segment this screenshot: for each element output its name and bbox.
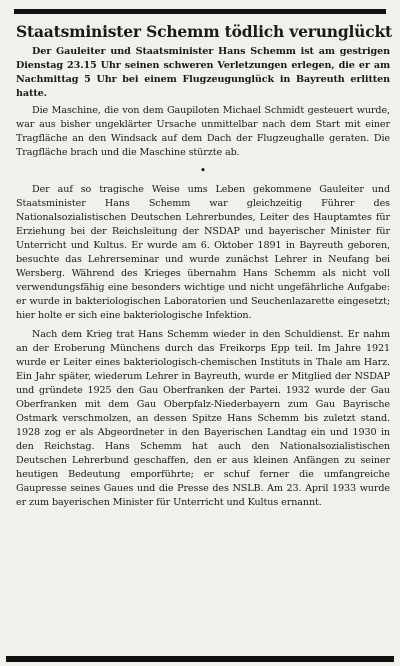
top-rule [14,9,386,14]
article-paragraph: Nach dem Krieg trat Hans Schemm wieder in den Schuldienst. Er nahm an der Eroberung Münchens durch das Freikorps Epp teil. Im Jahre 1921 wurde er Leiter eines bakteriologisch-chemischen Instituts in Thale am Harz. Ein Jahr später, wiederum Lehrer in Bayreuth, wurde er Mitglied der NSDAP und gründete 1925 den Gau Oberfranken der Partei. 1932 wurde der Gau Oberfranken mit dem Gau Oberpfalz-Niederbayern zum Gau Bayrische Ostmark verschmolzen, an dessen Spitze Hans Schemm bis zuletzt stand. 1928 zog er als Abgeordneter in den Bayerischen Landtag ein und 1930 in den Reichstag. Hans Schemm hat auch den Nationalsozialistischen Deutschen Lehrerbund geschaffen, den er aus kleinen Anfängen zu seiner heutigen Bedeutung emporführte; er schuf ferner die umfangreiche Gaupresse seines Gaues und die Presse des NSLB. Am 23. April 1933 wurde er zum bayerischen Minister für Unterricht und Kultus ernannt. [16,329,390,508]
article-lead: Der Gauleiter und Staatsminister Hans Schemm ist am gestrigen Dienstag 23.15 Uhr seinen schweren Verletzungen erlegen, die er am Nachmittag 5 Uhr bei einem Flugzeugunglück in Bayreuth erlitten hatte. [16,46,390,99]
article-paragraph: Die Maschine, die von dem Gaupiloten Michael Schmidt gesteuert wurde, war aus bisher ungeklärter Ursache unmittelbar nach dem Start mit einer Tragfläche an den Windsack auf dem Dach der Flugzeughalle geraten. Die Tragfläche brach und die Maschine stürzte ab. [16,105,390,158]
article-paragraph: Der auf so tragische Weise ums Leben gekommene Gauleiter und Staatsminister Hans Schemm war gleichzeitig Führer des Nationalsozialistischen Deutschen Lehrerbundes, Leiter des Hauptamtes für Erziehung bei der Reichsleitung der NSDAP und bayerischer Minister für Unterricht und Kultus. Er wurde am 6. Oktober 1891 in Bayreuth geboren, besuchte das Lehrerseminar und wurde zunächst Lehrer in Neufang bei Wersberg. Während des Krieges übernahm Hans Schemm als nicht voll verwendungsfähig eine besonders wichtige und nicht ungefährliche Aufgabe: er wurde in bakteriologischen Laboratorien und Seuchenlazarette eingesetzt; hier holte er sich eine bakteriologische Infektion. [16,184,390,321]
section-separator: • [199,164,207,177]
article [16,22,390,654]
bottom-rule [6,656,394,662]
article-headline: Staatsminister Schemm tödlich verunglückt [16,22,392,41]
